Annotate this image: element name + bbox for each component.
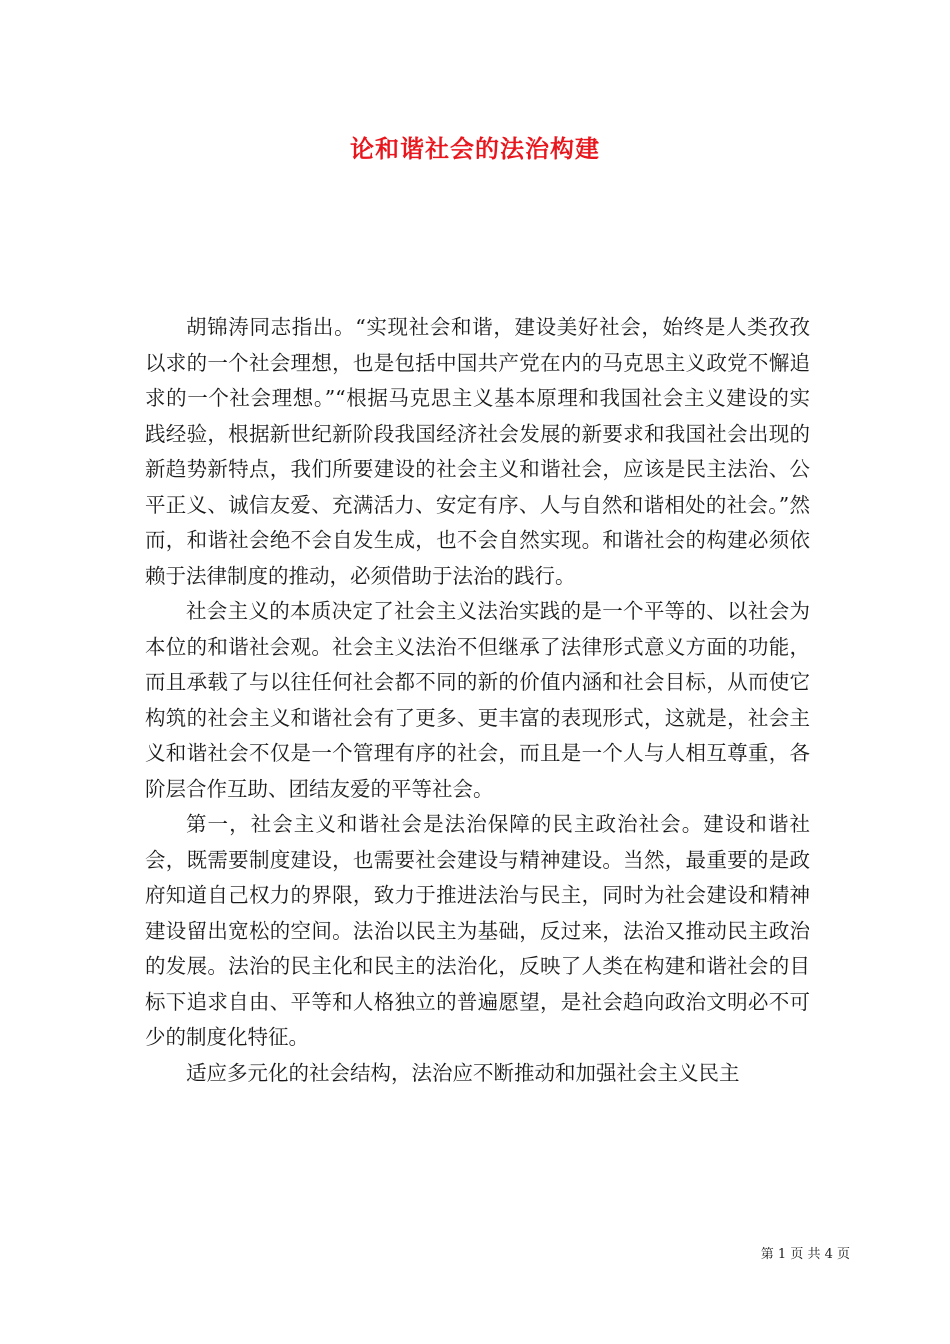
paragraph: 第一，社会主义和谐社会是法治保障的民主政治社会。建设和谐社会，既需要制度建设，也需要社会建设与精神建设。当然，最重要的是政府知道自己权力的界限，致力于推进法治与民主，同时为社会建设和精神建设留出宽松的空间。法治以民主为基础，反过来，法治又推动民主政治的发展。法治的民主化和民主的法治化，反映了人类在构建和谐社会的目标下追求自由、平等和人格独立的普遍愿望，是社会趋向政治文明必不可少的制度化特征。 <box>145 812 810 1049</box>
paragraph: 胡锦涛同志指出。“实现社会和谐，建设美好社会，始终是人类孜孜以求的一个社会理想，也是包括中国共产党在内的马克思主义政党不懈追求的一个社会理想。”“根据马克思主义基本原理和我国社会主义建设的实践经验，根据新世纪新阶段我国经济社会发展的新要求和我国社会出现的新趋势新特点，我们所要建设的社会主义和谐社会，应该是民主法治、公平正义、诚信友爱、充满活力、安定有序、人与自然和谐相处的社会。”然而，和谐社会绝不会自发生成，也不会自然实现。和谐社会的构建必须依赖于法律制度的推动，必须借助于法治的践行。 <box>145 315 810 588</box>
document-title: 论和谐社会的法治构建 <box>350 134 600 163</box>
paragraph: 社会主义的本质决定了社会主义法治实践的是一个平等的、以社会为本位的和谐社会观。社会主义法治不但继承了法律形式意义方面的功能，而且承载了与以往任何社会都不同的新的价值内涵和社会目标，从而使它构筑的社会主义和谐社会有了更多、更丰富的表现形式，这就是，社会主义和谐社会不仅是一个管理有序的社会，而且是一个人与人相互尊重，各阶层合作互助、团结友爱的平等社会。 <box>145 599 810 801</box>
paragraph: 适应多元化的社会结构，法治应不断推动和加强社会主义民主 <box>186 1060 740 1085</box>
page-number-footer: 第 1 页 共 4 页 <box>760 1247 850 1262</box>
document-body <box>145 310 810 1091</box>
